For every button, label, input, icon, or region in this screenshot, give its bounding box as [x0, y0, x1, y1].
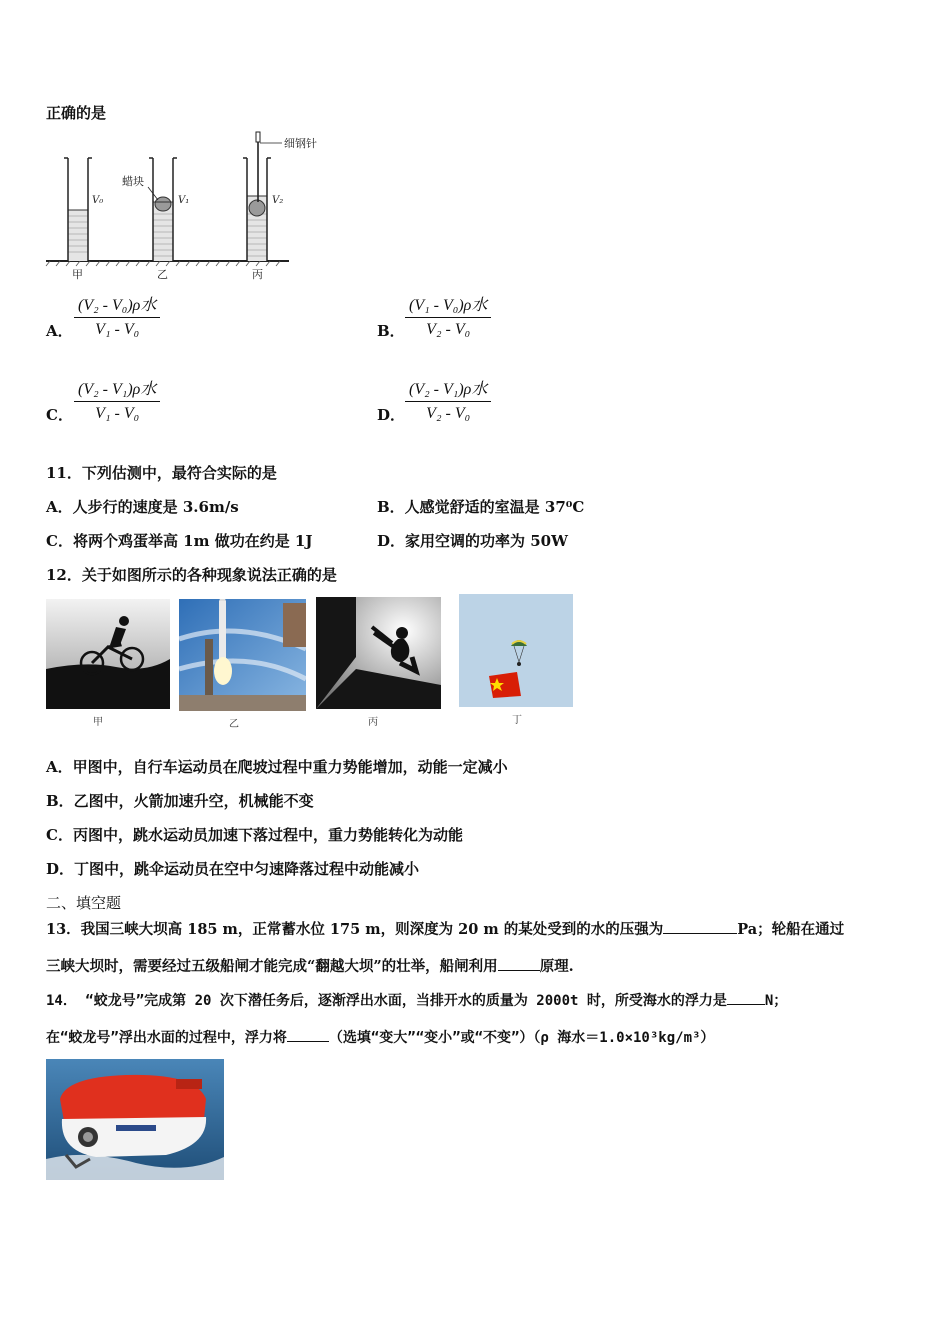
q13-blank-2[interactable] [498, 956, 540, 971]
q10-option-d-fraction [405, 376, 491, 423]
q10-option-b-letter: B． [377, 322, 405, 340]
q13-line-2 [46, 955, 574, 976]
q14-text-1: 14． “蛟龙号”完成第 20 次下潜任务后，逐渐浮出水面，当排开水的质量为 2000t 时，所受海水的浮力是 [46, 993, 727, 1009]
q13-blank-1[interactable] [663, 919, 737, 934]
v0-label: V₀ [92, 195, 104, 206]
photo-caption-jia: 甲 [93, 717, 103, 728]
fraction-numerator: (V₂ - V₁)ρ水 [74, 376, 160, 402]
q14-text-2: N； [764, 993, 788, 1009]
q10-option-b-fraction [405, 292, 491, 339]
v1-label: V₁ [178, 195, 190, 206]
q10-option-a-letter: A． [46, 322, 73, 340]
section-heading: 二、填空题 [46, 894, 122, 912]
q12-stem: 12．关于如图所示的各种现象说法正确的是 [46, 566, 337, 584]
q14-text-3: 在“蛟龙号”浮出水面的过程中，浮力将 [46, 1030, 287, 1046]
fraction-denominator: V₁ - V₀ [95, 405, 140, 422]
q13-text-3: 三峡大坝时，需要经过五级船闸才能完成“翻越大坝”的壮举，船闸利用 [46, 958, 498, 975]
v2-label: V₂ [272, 195, 284, 206]
photo-caption-ding: 丁 [512, 715, 522, 726]
fraction-denominator: V₂ - V₀ [426, 405, 471, 422]
wax-label: 蜡块 [122, 175, 144, 188]
q12-option-c: C．丙图中，跳水运动员加速下落过程中，重力势能转化为动能 [46, 826, 463, 844]
caption-bing: 丙 [252, 268, 263, 281]
photo-caption-yi: 乙 [229, 719, 239, 730]
q14-text-4: （选填“变大”“变小”或“不变”）（ρ 海水＝1.0×10³kg/m³） [328, 1030, 715, 1046]
q10-option-c-letter: C． [46, 406, 73, 424]
q10-option-d-letter: D． [377, 406, 406, 424]
q14-line-1 [46, 990, 787, 1010]
q12-option-d: D．丁图中，跳伞运动员在空中匀速降落过程中动能减小 [46, 860, 420, 878]
q11-option-d: D．家用空调的功率为 50W [377, 532, 568, 550]
q12-option-b: B．乙图中，火箭加速升空，机械能不变 [46, 792, 314, 810]
diver-photo [316, 597, 441, 709]
needle-label: 细钢针 [284, 137, 317, 150]
fraction-numerator: (V₁ - V₀)ρ水 [405, 292, 491, 318]
photo-caption-bing: 丙 [368, 717, 378, 728]
parachute-photo [459, 594, 573, 707]
q14-blank-1[interactable] [727, 990, 765, 1005]
q11-stem: 11．下列估测中，最符合实际的是 [46, 464, 277, 482]
q11-option-b: B．人感觉舒适的室温是 37⁰C [377, 498, 585, 516]
fraction-numerator: (V₂ - V₁)ρ水 [405, 376, 491, 402]
q10-stem: 正确的是 [46, 104, 107, 122]
q14-line-2 [46, 1027, 714, 1047]
q10-option-a-fraction [74, 292, 160, 339]
cyclist-photo [46, 599, 170, 709]
fraction-denominator: V₁ - V₀ [95, 321, 140, 338]
q13-line-1 [46, 918, 844, 939]
q13-text-4: 原理. [539, 958, 574, 975]
submersible-photo [46, 1059, 224, 1180]
q14-blank-2[interactable] [287, 1027, 329, 1042]
fraction-numerator: (V₂ - V₀)ρ水 [74, 292, 160, 318]
caption-yi: 乙 [157, 268, 168, 281]
q12-option-a: A．甲图中，自行车运动员在爬坡过程中重力势能增加，动能一定减小 [46, 758, 508, 776]
q11-option-c: C．将两个鸡蛋举高 1m 做功在约是 1J [46, 532, 313, 550]
cylinder-diagram [44, 130, 334, 285]
q13-text-2: Pa；轮船在通过 [737, 921, 845, 938]
q11-option-a: A．人步行的速度是 3.6m/s [46, 498, 239, 516]
q13-text-1: 13．我国三峡大坝高 185 m，正常蓄水位 175 m，则深度为 20 m 的某处受到的水的压强为 [46, 921, 664, 938]
caption-jia: 甲 [72, 268, 83, 281]
q10-option-c-fraction [74, 376, 160, 423]
rocket-photo [179, 599, 306, 711]
fraction-denominator: V₂ - V₀ [426, 321, 471, 338]
